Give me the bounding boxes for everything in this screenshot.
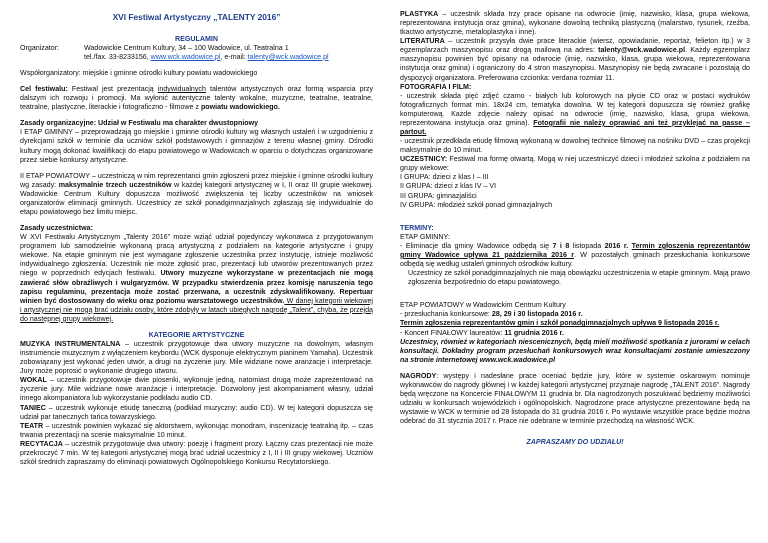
age-group: III GRUPA: gimnazjaliści (400, 191, 477, 200)
page-title: XVI Festiwal Artystyczny „TALENTY 2016” (112, 12, 281, 22)
rules-stage-2: II ETAP POWIATOWY – uczestniczą w nim reprezentanci gmin zgłoszeni przez miejskie i gminne ośrodki kultury wg zasady: maksymalnie trzech uczestników w każdej kategorii artystycznej w I, II oraz III grupie wiekowej. Wadowickie Centrum Kultury dopuszcza możliwość zwiększenia tej liczby uczestników na wniosek organizatorów eliminacji gminnych. Uczestnicy ze szkół ponadgimnazjalnych zgłaszają się indywidualnie do etapu powiatowego bez limitu miejsc. (20, 171, 373, 216)
website-link[interactable]: www.wck.wadowice.pl (150, 52, 221, 61)
age-group: IV GRUPA: młodzież szkół ponad gimnazjalnych (400, 200, 553, 209)
category-photo: - uczestnik składa pięć zdjęć czarno - białych lub kolorowych na płycie CD oraz w postaci wydruków fotograficznych format min. 18x24 cm, tematyka dowolna. W tej kategorii dopuszcza się również grafikę komputerową. Każde zdjęcie należy opisać na odwrocie (imię, nazwisko, klasa, grupa wiekowa, reprezentowana instytucja oraz gmina). Fotografii nie należy oprawiać ani też przyklejać na passe – partout. (400, 91, 750, 137)
right-column (400, 10, 750, 447)
rules-heading: Zasady organizacyjne: Udział w Festiwalu ma charakter dwustopniowy (20, 119, 259, 128)
stage-gmina-dates: - Eliminacje dla gminy Wadowice odbędą się 7 i 8 listopada 2016 r. Termin zgłoszenia reprezentantów gminy Wadowice upływa 21 października 2016 r. W pozostałych gminach przesłuchania konkursowe odbędą się według ustaleń gminnych ośrodków kultury. (400, 241, 750, 269)
category-photo-heading: FOTOGRAFIA I FILM: (400, 82, 472, 91)
festival-goal: Cel festiwalu: Festiwal jest prezentacją indywidualnych talentów artystycznych oraz formą wsparcia przy dalszym ich rozwoju i promocji. Ma wyłonić autentyczne talenty wokalne, muzyczne, teatralne, teatralne, teatralne, plastyczne, literackie i fotograficzno - filmowe z powiatu wadowickiego. (20, 85, 373, 112)
stage-powiat-heading: ETAP POWIATOWY w Wadowickim Centrum Kultury (400, 301, 566, 310)
stage-powiat-auditions: - przesłuchania konkursowe: 28, 29 i 30 listopada 2016 r. (400, 310, 583, 319)
rules-stage-1: I ETAP GMINNY – przeprowadzają go miejskie i gminne ośrodki kultury wg własnych ustaleń i w uzgodnieniu z dyrekcjami szkół w terminie dla uczniów szkół podstawowych i gimnazjów z terenu własnej gminy. Ośrodki kultury mogą dokonać kwalifikacji do etapu powiatowego w Wadowicach w oparciu o dotychczas organizowane przez siebie konkursy artystyczne. (20, 128, 373, 164)
participation-text: W XVI Festiwalu Artystycznym „Talenty 2016” może wziąć udział pojedynczy wykonawca z przygotowanym programem lub samodzielnie wykonaną pracą artystyczną z podziałem na kategorie artystyczne i grupy wiekowe. Na etapie gminnym nie jest wymagane zgłoszenie uczestnika przez instytucję, istnieje możliwość indywidualnego zgłoszenia. Uczestnik nie może zgłosić prac, prezentacji lub utworów prezentowanych przez niego w poprzednich edycjach festiwalu. Utwory muzyczne wykorzystane w prezentacjach nie mogą zawierać słów obraźliwych i wulgaryzmów. W przypadku stwierdzenia przez komisję naruszenia tego zapisu regulaminu, prezentacja może zostać przerwana, a uczestnik zdyskwalifikowany. Repertuar winien być dostosowany do wieku oraz poziomu warsztatowego uczestników. W danej kategorii wiekowej i artystycznej nie mogą brać udziału osoby, które zdobyły w latach ubiegłych nagrodę „Talent”, chyba, że przejdą do następnej grupy wiekowej. (20, 233, 373, 323)
organizer-address: Wadowickie Centrum Kultury, 34 – 100 Wadowice, ul. Teatralna 1 (84, 43, 289, 52)
email-link[interactable]: talenty@wck.wadowice.pl (247, 52, 329, 61)
age-group: I GRUPA: dzieci z klas I – III (400, 173, 489, 182)
age-group: II GRUPA: dzieci z klas IV – VI (400, 182, 497, 191)
final-concert: - Koncert FINAŁOWY laureatów: 11 grudnia 2016 r. (400, 328, 564, 337)
categories-heading: KATEGORIE ARTYSTYCZNE (148, 330, 245, 339)
organizer-contact (84, 53, 373, 62)
invite-footer: ZAPRASZAMY DO UDZIAŁU! (526, 438, 624, 447)
category-vocal: WOKAL – uczestnik przygotowuje dwie piosenki, wykonuje jedną, natomiast drugą może zaprezentować na życzenie jury. Mile widziane nowe aranżacje i interpretacje. Dozwolony jest akompaniament własny, udział innego akompaniatora lub wykorzystanie podkładu audio CD. (20, 376, 373, 403)
schedule-heading: TERMINY: (400, 223, 434, 232)
participants-text: UCZESTNICY: Festiwal ma formę otwartą. Mogą w niej uczestniczyć dzieci i młodzież szkolna z podziałem na grupy wiekowe: (400, 155, 750, 173)
category-film: - uczestnik przedkłada etiudę filmową wykonaną w dowolnej technice filmowej na nośniku DVD – czas projekcji maksymalnie do 10 minut. (400, 137, 750, 155)
coorganizers: Współorganizatory: miejskie i gminne ośrodki kultury powiatu wadowickiego (20, 68, 258, 77)
participation-heading: Zasady uczestnictwa: (20, 224, 93, 233)
category-literature: LITERATURA – uczestnik przysyła dwie prace literackie (wiersz, opowiadanie, reportaż, felieton itp.) w 3 egzemplarzach maszynopisu oraz drogą mailową na adres: talenty@wck.wadowice.pl. Każdy egzemplarz maszynopisu powinien być opisany na odwrocie (imię, nazwisko, klasa, grupa wiekowa, reprezentowana instytucja oraz gmina) i ograniczony do 4 stron maszynopisu. Maszynopisy nie będą zwracane i pozostają do dyspozycji organizatora. Preferowana czcionka: verdana rozmiar 11. (400, 37, 750, 82)
organizer-label: Organizator: (20, 43, 60, 52)
awards-text: NAGRODY: występy i nadesłane prace oceniać będzie jury, które w systemie oskarowym nominuje wykonawców do nagrody głównej i w każdej kategorii artystycznej przyznaje nagrodę „TALENT 2016”. Nagrody będą wręczone na Koncercie FINAŁOWYM 11 grudnia br. Dla nagrodzonych poszukiwać będziemy możliwości udziału w konkursach wojewódzkich i ogólnopolskich. Nagrodzone prace artystyczne prezentowane będą na wystawie w WCK w terminie od 28 listopada do 31 grudnia 2016 r. Po wystawie wszystkie prace będzie można odebrać do 31 stycznia 2017 r. Prace nie odebrane w terminie przechodzą na własność WCK. (400, 371, 750, 426)
consultation-note: Uczestnicy, również w kategoriach niescenicznych, będą mieli możliwość spotkania z jurorami w celach konsultacji. Dokładny program przesłuchań konkursowych wraz konsultacjami zostanie umieszczony na stronie internetowej www.wck.wadowice.pl (400, 337, 750, 364)
category-theatre: TEATR – uczestnik powinien wykazać się aktorstwem, wykonując monodram, inscenizację teatralną itp. – czas trwania prezentacji na scenie maksymalnie 10 minut. (20, 421, 373, 439)
category-music: MUZYKA INSTRUMENTALNA – uczestnik przygotowuje dwa utwory muzyczne na dowolnym, własnym instrumencie muzycznym z wyłączeniem keybordu (WCK dysponuje elektrycznym pianinem Yamaha). Uczestnik zobowiązany jest wykonać jeden utwór, a drugi na życzenie jury. Mile widziane nowe aranżacje i interpretacje. Jury może poprosić o wykonanie drugiego utworu. (20, 340, 374, 376)
stage-gmina-heading: ETAP GMINNY: (400, 232, 450, 241)
regulamin-heading: REGULAMIN (175, 34, 218, 43)
category-dance: TANIEC – uczestnik wykonuje etiudę taneczną (podkład muzyczny: audio CD). W tej kategorii dopuszcza się udział par tanecznych tańca towarzyskiego. (20, 403, 373, 421)
email-label: , e-mail: (220, 52, 246, 61)
category-recitation: RECYTACJA – uczestnik przygotowuje dwa utwory: poezję i fragment prozy. Łączny czas prezentacji nie może przekroczyć 7 min. W tej kategorii artystycznej mogą brać udział uczestnicy z I, II i III grupy wiekowej. Uczniów szkół średnich zapraszamy do eliminacji powiatowych Ogólnopolskiego Konkursu Recytatorskiego. (20, 439, 373, 467)
organizer-block (20, 44, 373, 62)
stage-powiat-deadline: Termin zgłoszenia reprezentantów gmin i szkół ponadgimnazjalnych upływa 9 listopada 2016 r. (400, 319, 720, 328)
stage-gmina-note: Uczestnicy ze szkół ponadgimnazjalnych nie mają obowiązku uczestniczenia w etapie gminnym. Mają prawo zgłoszenia bezpośrednio do etapu powiatowego. (408, 269, 750, 287)
category-art: PLASTYKA – uczestnik składa trzy prace opisane na odwrocie (imię, nazwisko, klasa, grupa wiekowa, reprezentowana instytucja oraz gmina), wykonane dowolną techniką plastyczną (malarstwo, rysunek, rzeźba, tkactwo artystyczne, metaloplastyka i inne). (400, 10, 750, 37)
left-column (20, 10, 373, 467)
organizer-phone: tel./fax. 33-8233156, (84, 52, 149, 61)
